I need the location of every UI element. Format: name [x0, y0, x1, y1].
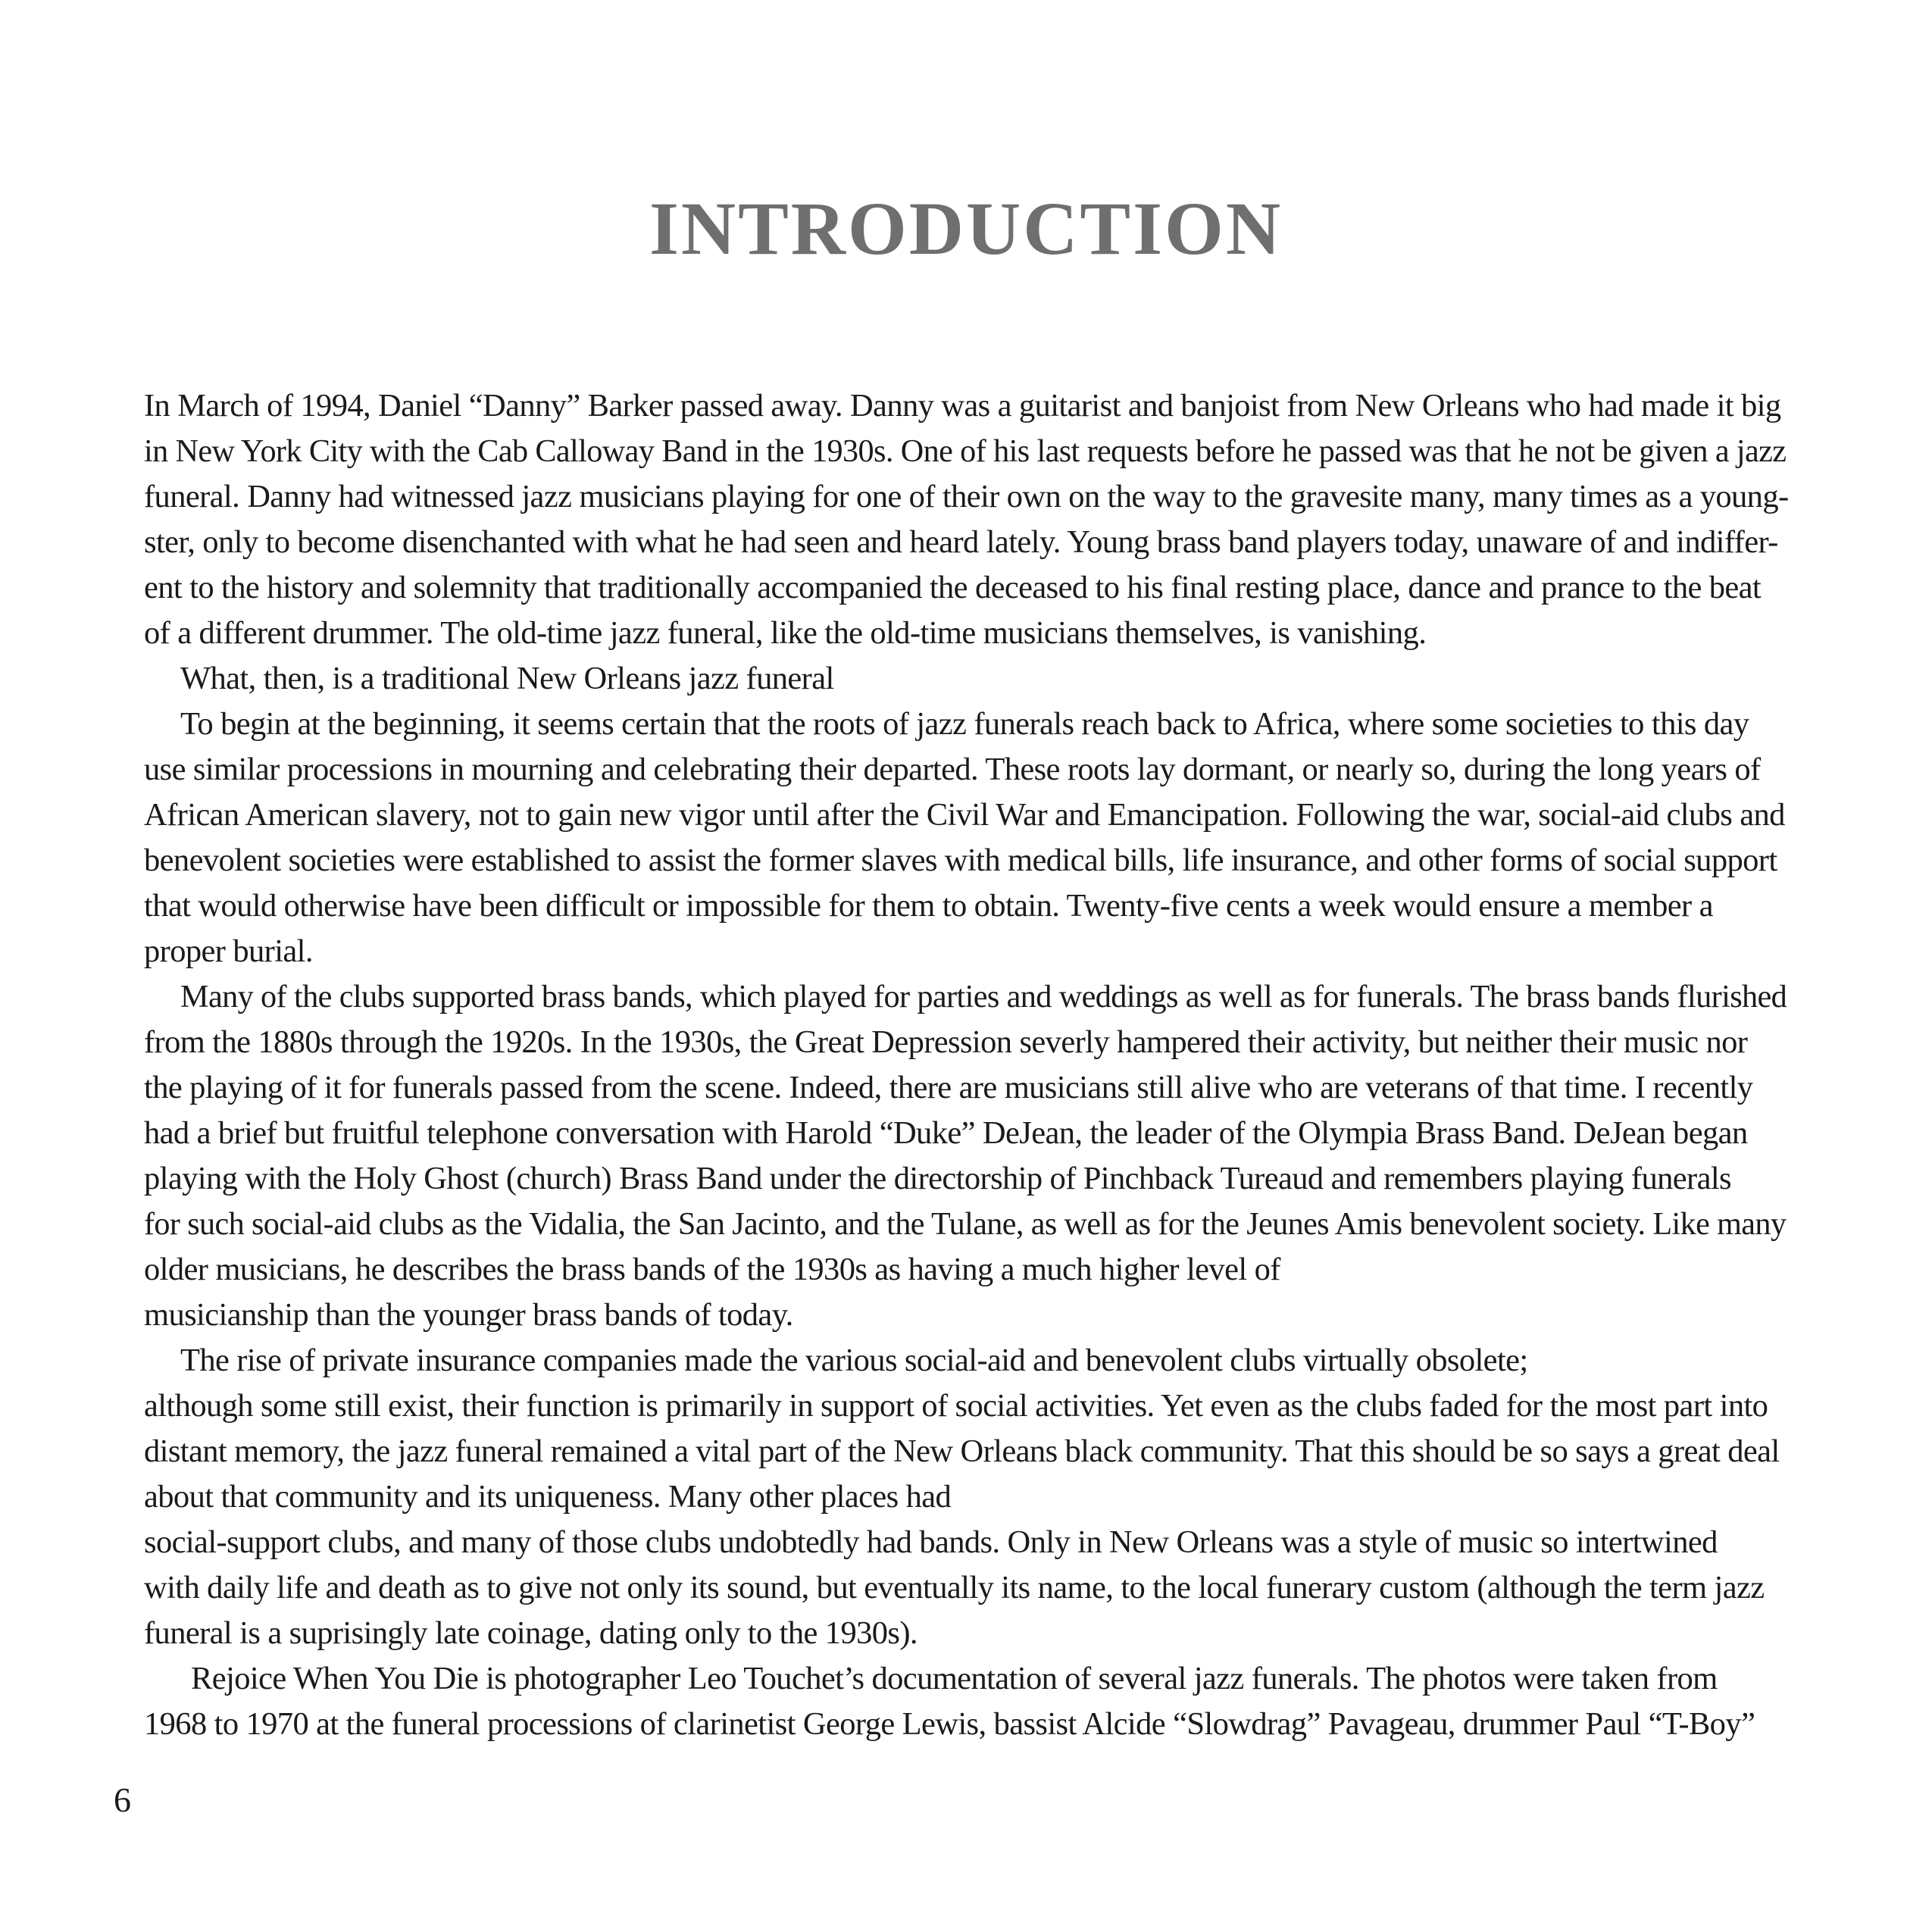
text-line: What, then, is a traditional New Orleans jazz funeral [180, 661, 834, 696]
text-line: older musicians, he describes the brass bands of the 1930s as having a much higher level of [144, 1252, 1280, 1287]
text-line: funeral is a suprisingly late coinage, dating only to the 1930s). [144, 1615, 918, 1651]
text-line: Many of the clubs supported brass bands, which played for parties and weddings as well as for funerals. The brass bands flurished [180, 979, 1787, 1014]
text-line: social-support clubs, and many of those clubs undobtedly had bands. Only in New Orleans was a style of music so intertwined [144, 1524, 1718, 1560]
text-line: about that community and its uniqueness. Many other places had [144, 1479, 952, 1515]
text-line: with daily life and death as to give not only its sound, but eventually its name, to the local funerary custom (although the term jazz [144, 1570, 1765, 1605]
text-line: had a brief but fruitful telephone conversation with Harold “Duke” DeJean, the leader of the Olympia Brass Band. DeJean began [144, 1115, 1748, 1151]
text-line: proper burial. [144, 933, 313, 969]
text-line: In March of 1994, Daniel “Danny” Barker passed away. Danny was a guitarist and banjoist from New Orleans who had made it big [144, 388, 1781, 424]
text-line: benevolent societies were established to assist the former slaves with medical bills, life insurance, and other forms of social support [144, 843, 1777, 878]
text-line: ent to the history and solemnity that traditionally accompanied the deceased to his final resting place, dance and prance to the beat [144, 570, 1762, 605]
text-line: that would otherwise have been difficult or impossible for them to obtain. Twenty-five cents a week would ensure a member a [144, 888, 1713, 924]
body-text [144, 383, 1796, 1747]
text-line: African American slavery, not to gain new vigor until after the Civil War and Emancipation. Following the war, social-aid clubs and [144, 797, 1785, 833]
text-line: the playing of it for funerals passed from the scene. Indeed, there are musicians still alive who are veterans of that time. I recently [144, 1070, 1753, 1105]
text-line: Rejoice When You Die is photographer Leo Touchet’s documentation of several jazz funerals. The photos were taken from [191, 1661, 1718, 1696]
text-line: ster, only to become disenchanted with what he had seen and heard lately. Young brass band players today, unaware of and indiffer- [144, 524, 1778, 560]
text-line: of a different drummer. The old-time jazz funeral, like the old-time musicians themselves, is vanishing. [144, 615, 1427, 651]
text-line: for such social-aid clubs as the Vidalia, the San Jacinto, and the Tulane, as well as for the Jeunes Amis benevolent society. Like many [144, 1206, 1787, 1242]
text-line: from the 1880s through the 1920s. In the 1930s, the Great Depression severly hampered their activity, but neither their music nor [144, 1024, 1748, 1060]
text-line: To begin at the beginning, it seems certain that the roots of jazz funerals reach back to Africa, where some societies to this day [180, 706, 1749, 742]
text-line: musicianship than the younger brass bands of today. [144, 1297, 793, 1333]
text-line: distant memory, the jazz funeral remained a vital part of the New Orleans black community. That this should be so says a great deal [144, 1433, 1780, 1469]
page-title: INTRODUCTION [649, 186, 1283, 270]
text-line: although some still exist, their function is primarily in support of social activities. Yet even as the clubs faded for the most part into [144, 1388, 1768, 1424]
text-line: The rise of private insurance companies made the various social-aid and benevolent clubs virtually obsolete; [180, 1343, 1528, 1378]
text-line: funeral. Danny had witnessed jazz musicians playing for one of their own on the way to the gravesite many, many times as a young- [144, 479, 1789, 514]
text-line: in New York City with the Cab Calloway Band in the 1930s. One of his last requests before he passed was that he not be given a jazz [144, 433, 1787, 469]
page-number: 6 [114, 1780, 131, 1819]
text-line: use similar processions in mourning and celebrating their departed. These roots lay dormant, or nearly so, during the long years of [144, 752, 1761, 787]
text-line: 1968 to 1970 at the funeral processions of clarinetist George Lewis, bassist Alcide “Slowdrag” Pavageau, drummer Paul “T-Boy” [144, 1706, 1755, 1742]
text-line: playing with the Holy Ghost (church) Brass Band under the directorship of Pinchback Tureaud and remembers playing funerals [144, 1161, 1731, 1196]
